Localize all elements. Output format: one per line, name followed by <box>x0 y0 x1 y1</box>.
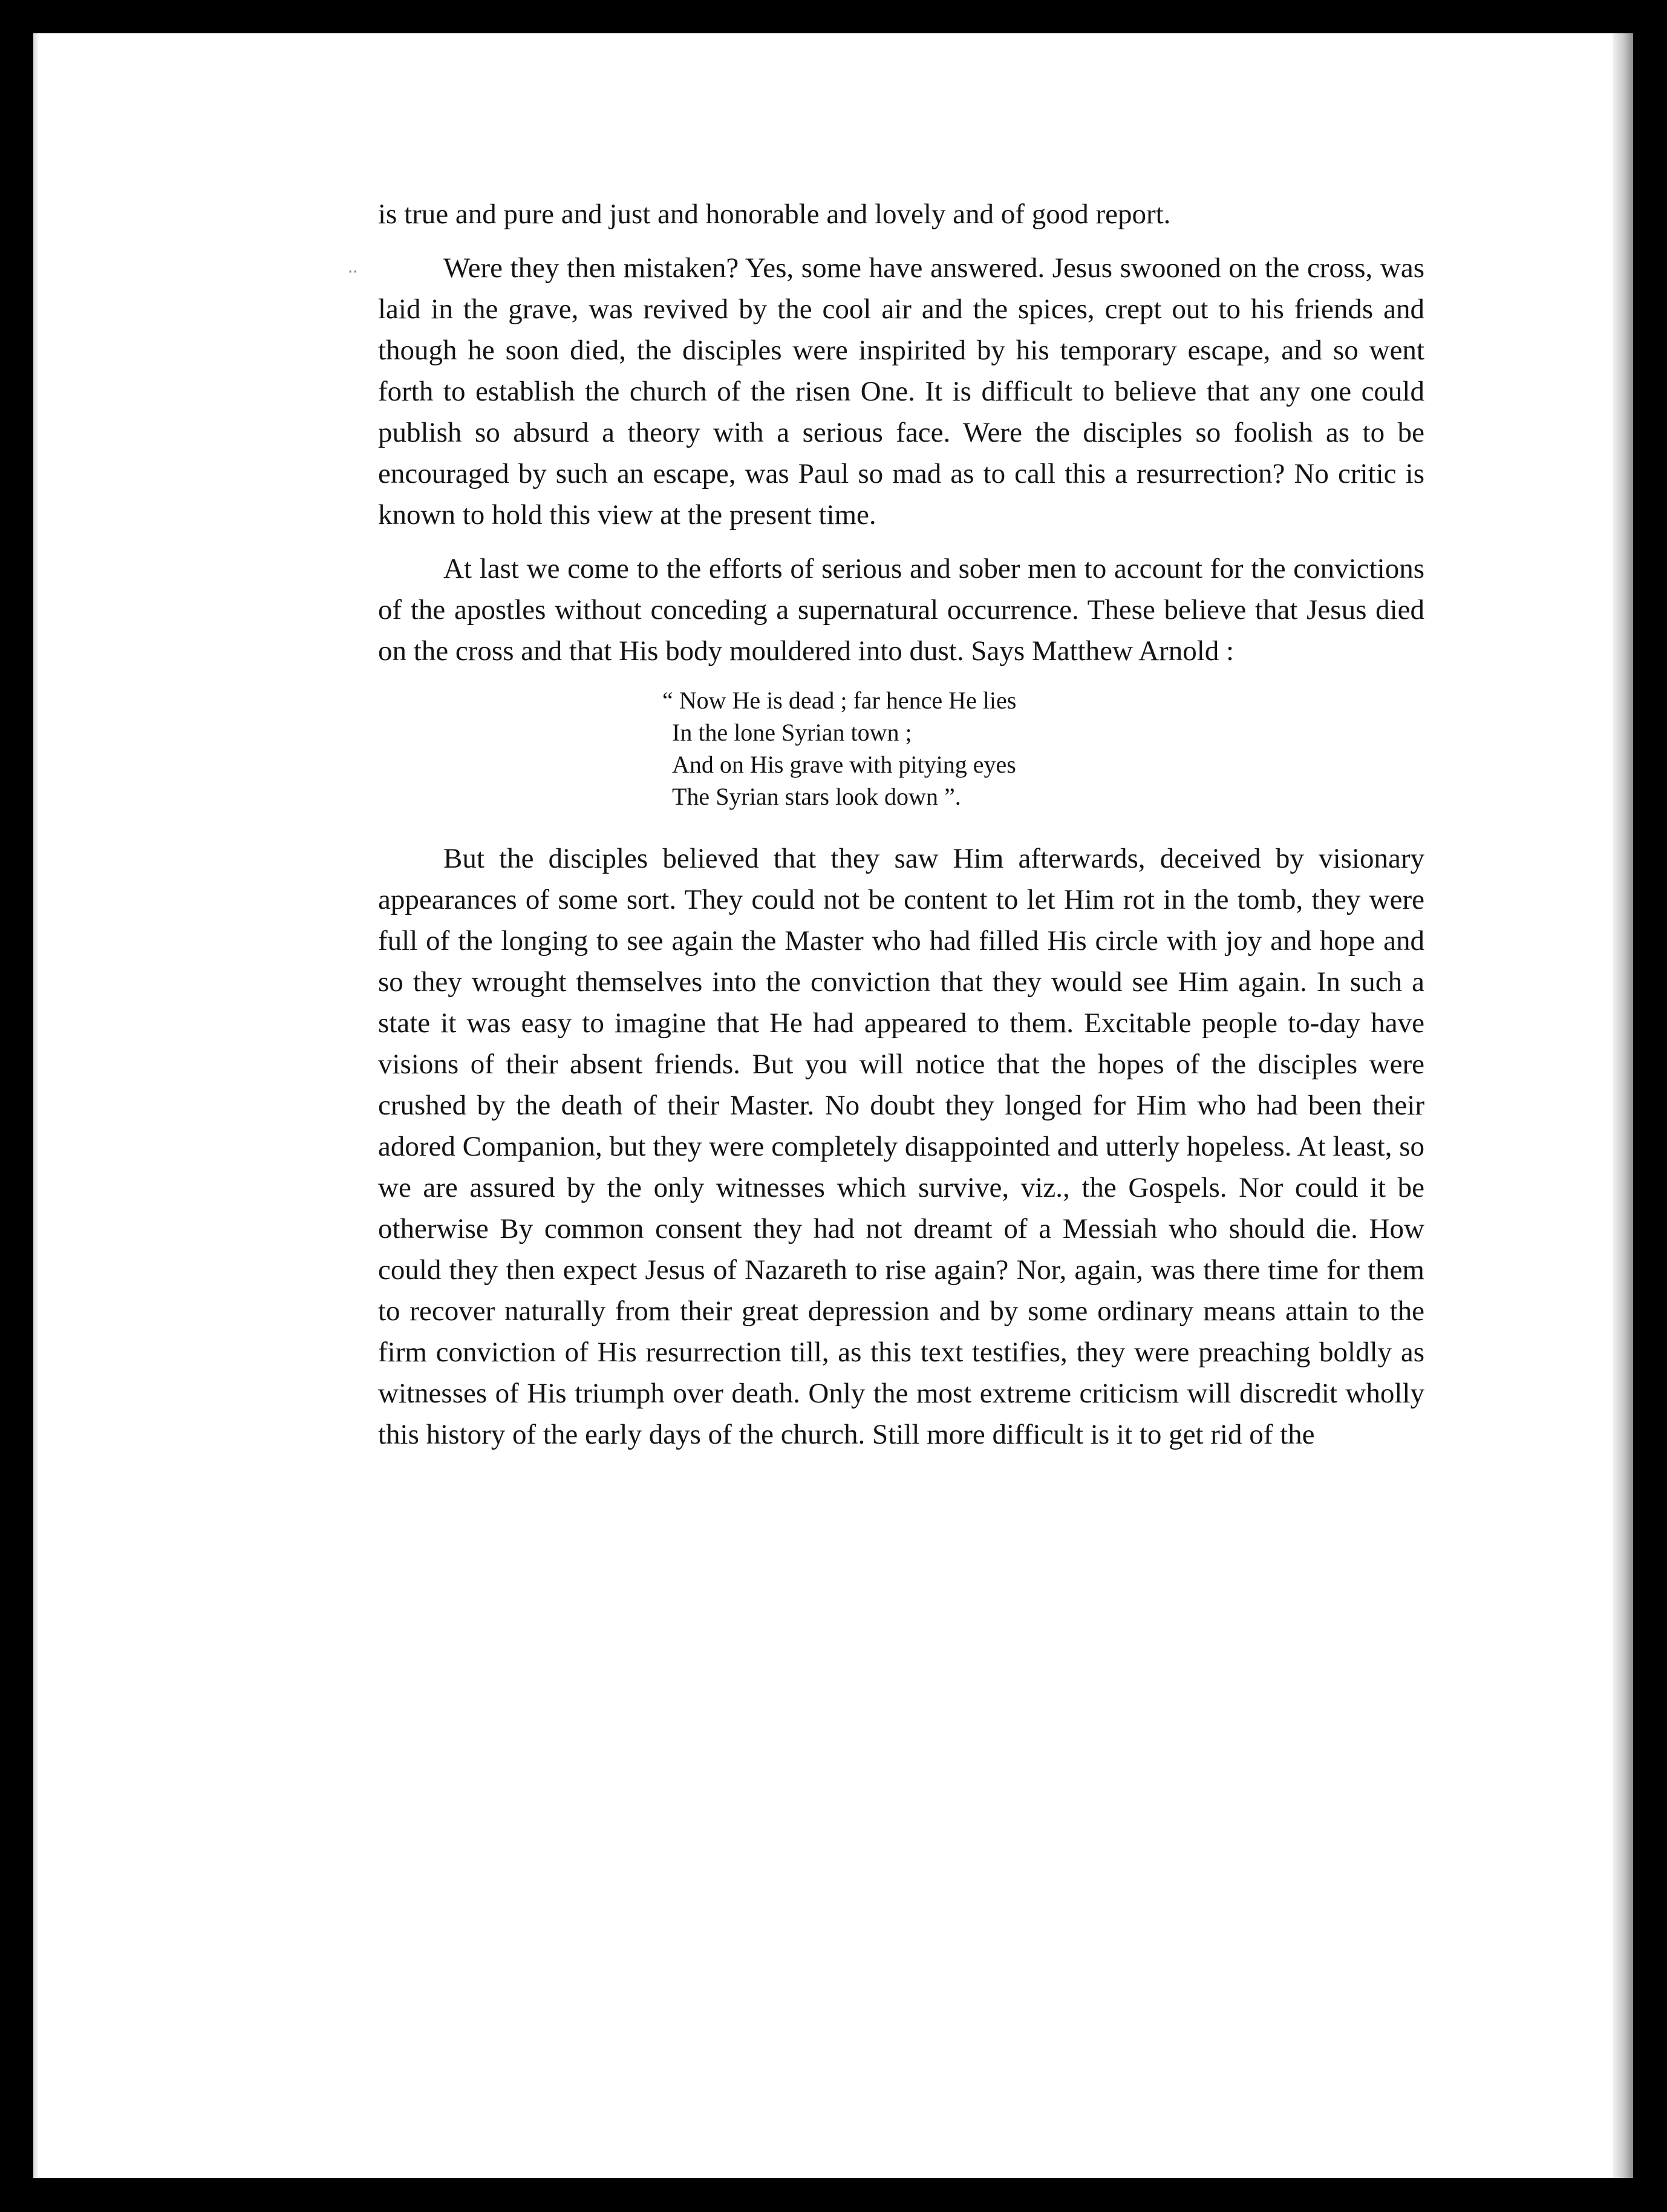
page-gutter-shadow <box>33 33 39 2178</box>
paragraph-swoon-theory: Were they then mistaken? Yes, some have answered. Jesus swooned on the cross, was laid in the grave, was revived by the cool air and the spices, crept out to his friends and though he soon died, the disciples were inspirited by his temporary escape, and so went forth to establish the church of the risen One. It is difficult to believe that any one could publish so absurd a theory with a serious face. Were the disciples so foolish as to be encouraged by such an escape, was Paul so mad as to call this a resurrection? No critic is known to hold this view at the present time. <box>378 252 1424 531</box>
paragraph-visionary-appearances: But the disciples believed that they saw Him afterwards, deceived by visionary appearances of some sort. They could not be content to let Him rot in the tomb, they were full of the longing to see again the Master who had filled His circle with joy and hope and so they wrought themselves into the conviction that they would see Him again. In such a state it was easy to imagine that He had appeared to them. Excitable people to-day have visions of their absent friends. But you will notice that the hopes of the disciples were crushed by the death of their Master. No doubt they longed for Him who had been their adored Companion, but they were completely disappointed and utterly hopeless. At least, so we are assured by the only witnesses which survive, viz., the Gospels. Nor could it be otherwise By common consent they had not dreamt of a Messiah who should die. How could they then expect Jesus of Nazareth to rise again? Nor, again, was there time for them to recover naturally from their great depression and by some ordinary means attain to the firm conviction of His resurrection till, as this text testifies, they were preaching boldly as witnesses of His triumph over death. Only the most extreme criticism will discredit wholly this history of the early days of the church. Still more difficult is it to get rid of the <box>378 843 1424 1450</box>
paragraph-continuation: is true and pure and just and honorable and lovely and of good report. <box>378 198 1171 230</box>
paragraph-serious-men: At last we come to the efforts of serious and sober men to account for the convictions of the apostles without conceding a supernatural occurrence. These believe that Jesus died on the cross and that His body mouldered into dust. Says Matthew Arnold : <box>378 553 1424 667</box>
body-text <box>378 194 1424 1468</box>
margin-mark: ·· <box>348 263 358 281</box>
poem-line: “ Now He is dead ; far hence He lies <box>662 687 1017 714</box>
page-edge-shadow <box>1613 33 1633 2178</box>
poem-line: The Syrian stars look down ”. <box>672 783 961 810</box>
poem-line: In the lone Syrian town ; <box>672 719 912 746</box>
poem-quotation <box>378 684 1424 813</box>
poem-line: And on His grave with pitying eyes <box>672 751 1016 778</box>
scanned-page <box>33 33 1633 2178</box>
